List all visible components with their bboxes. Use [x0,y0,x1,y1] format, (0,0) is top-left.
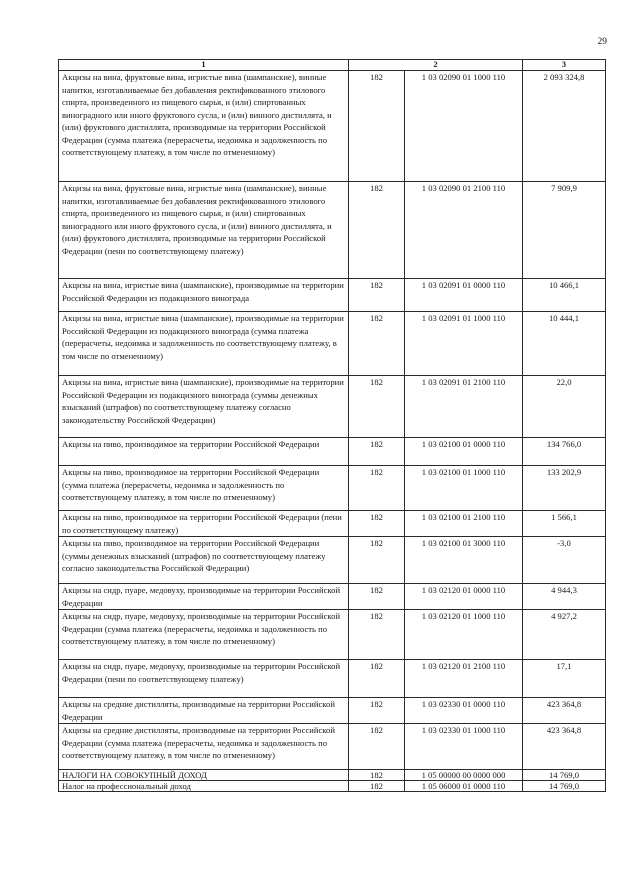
table-row [59,312,606,376]
row-admin-code-cell: 182 [349,312,405,376]
row-admin-code-cell: 182 [349,610,405,660]
row-admin-code-cell: 182 [349,182,405,279]
row-admin-code-cell: 182 [349,466,405,511]
row-sum-cell: 2 093 324,8 [523,71,606,182]
row-sum-cell: 134 766,0 [523,438,606,466]
row-budget-code-cell: 1 03 02100 01 1000 110 [405,466,523,511]
row-sum-cell: -3,0 [523,537,606,584]
table-row [59,610,606,660]
row-budget-code-cell: 1 03 02330 01 1000 110 [405,724,523,770]
row-name-cell: Акцизы на пиво, производимое на территории Российской Федерации (пени по соответствующему платежу) [59,511,349,537]
row-name-cell: Акцизы на пиво, производимое на территории Российской Федерации (суммы денежных взысканий (штрафов) по соответствующему платежу согласно законодательства Российской Федерации) [59,537,349,584]
header-col-1: 1 [59,60,349,71]
table-row [59,781,606,792]
row-budget-code-cell: 1 03 02120 01 0000 110 [405,584,523,610]
row-sum-cell: 22,0 [523,376,606,438]
row-admin-code-cell: 182 [349,660,405,698]
row-budget-code-cell: 1 03 02100 01 2100 110 [405,511,523,537]
table-row [59,279,606,312]
row-budget-code-cell: 1 03 02091 01 1000 110 [405,312,523,376]
row-sum-cell: 423 364,8 [523,698,606,724]
row-admin-code-cell: 182 [349,71,405,182]
header-col-2: 2 [349,60,523,71]
row-sum-cell: 7 909,9 [523,182,606,279]
row-budget-code-cell: 1 03 02090 01 2100 110 [405,182,523,279]
row-admin-code-cell: 182 [349,781,405,792]
row-budget-code-cell: 1 03 02330 01 0000 110 [405,698,523,724]
row-name-cell: Акцизы на вина, игристые вина (шампанские), производимые на территории Российской Федерации из подакцизного винограда (сумма платежа (перерасчеты, недоимка и задолженность по соответствующему платежу, в том числе по отмененному) [59,312,349,376]
row-name-cell: Акцизы на вина, игристые вина (шампанские), производимые на территории Российской Федерации из подакцизного винограда [59,279,349,312]
table-row [59,660,606,698]
row-sum-cell: 4 927,2 [523,610,606,660]
revenue-table [58,59,606,792]
row-admin-code-cell: 182 [349,376,405,438]
row-budget-code-cell: 1 03 02090 01 1000 110 [405,71,523,182]
row-budget-code-cell: 1 05 00000 00 0000 000 [405,770,523,781]
header-col-3: 3 [523,60,606,71]
table-row [59,376,606,438]
row-sum-cell: 4 944,3 [523,584,606,610]
row-budget-code-cell: 1 03 02091 01 2100 110 [405,376,523,438]
row-budget-code-cell: 1 03 02100 01 3000 110 [405,537,523,584]
row-sum-cell: 14 769,0 [523,770,606,781]
row-name-cell: Акцизы на сидр, пуаре, медовуху, производимые на территории Российской Федерации [59,584,349,610]
row-admin-code-cell: 182 [349,584,405,610]
table-row [59,698,606,724]
table-row [59,770,606,781]
row-name-cell: Акцизы на вина, игристые вина (шампанские), производимые на территории Российской Федерации из подакцизного винограда (суммы денежных взысканий (штрафов) по соответствующему платежу согласно законодательству Российской Федерации) [59,376,349,438]
table-row [59,438,606,466]
row-budget-code-cell: 1 03 02091 01 0000 110 [405,279,523,312]
row-name-cell: Акцизы на вина, фруктовые вина, игристые вина (шампанские), винные напитки, изготавливаемые без добавления ректификованного этилового спирта, произведенного из пищевого сырья, и (или) спиртованных виноградного или иного фруктового сусла, и (или) винного дистиллята, и (или) фруктового дистиллята, производимые на территории Российской Федерации (пени по соответствующему платежу) [59,182,349,279]
row-sum-cell: 10 444,1 [523,312,606,376]
table-body [59,71,606,792]
row-budget-code-cell: 1 03 02100 01 0000 110 [405,438,523,466]
page-number: 29 [597,37,607,47]
row-name-cell: Налог на профессиональный доход [59,781,349,792]
row-admin-code-cell: 182 [349,279,405,312]
table-row [59,182,606,279]
table-row [59,511,606,537]
row-sum-cell: 1 566,1 [523,511,606,537]
row-name-cell: Акцизы на сидр, пуаре, медовуху, производимые на территории Российской Федерации (пени по соответствующему платежу) [59,660,349,698]
row-sum-cell: 14 769,0 [523,781,606,792]
row-name-cell: НАЛОГИ НА СОВОКУПНЫЙ ДОХОД [59,770,349,781]
row-admin-code-cell: 182 [349,770,405,781]
row-admin-code-cell: 182 [349,537,405,584]
row-name-cell: Акцизы на средние дистилляты, производимые на территории Российской Федерации [59,698,349,724]
row-admin-code-cell: 182 [349,511,405,537]
table-row [59,724,606,770]
row-budget-code-cell: 1 03 02120 01 2100 110 [405,660,523,698]
table-header [59,60,606,71]
table-row [59,466,606,511]
row-name-cell: Акцизы на сидр, пуаре, медовуху, производимые на территории Российской Федерации (сумма платежа (перерасчеты, недоимка и задолженность по соответствующему платежу, в том числе по отмененному) [59,610,349,660]
row-budget-code-cell: 1 05 06000 01 0000 110 [405,781,523,792]
row-name-cell: Акцизы на вина, фруктовые вина, игристые вина (шампанские), винные напитки, изготавливаемые без добавления ректификованного этилового спирта, произведенного из пищевого сырья, и (или) спиртованных виноградного или иного фруктового сусла, и (или) винного дистиллята, и (или) фруктового дистиллята, производимые на территории Российской Федерации (сумма платежа (перерасчеты, недоимка и задолженность по соответствующему платежу, в том числе по отмененному) [59,71,349,182]
row-sum-cell: 17,1 [523,660,606,698]
row-name-cell: Акцизы на пиво, производимое на территории Российской Федерации (сумма платежа (перерасчеты, недоимка и задолженность по соответствующему платежу, в том числе по отмененному) [59,466,349,511]
table-row [59,584,606,610]
table-row [59,71,606,182]
row-budget-code-cell: 1 03 02120 01 1000 110 [405,610,523,660]
row-admin-code-cell: 182 [349,724,405,770]
table-row [59,537,606,584]
row-name-cell: Акцизы на средние дистилляты, производимые на территории Российской Федерации (сумма платежа (перерасчеты, недоимка и задолженность по соответствующему платежу, в том числе по отмененному) [59,724,349,770]
row-sum-cell: 133 202,9 [523,466,606,511]
row-admin-code-cell: 182 [349,438,405,466]
row-admin-code-cell: 182 [349,698,405,724]
row-sum-cell: 423 364,8 [523,724,606,770]
row-name-cell: Акцизы на пиво, производимое на территории Российской Федерации [59,438,349,466]
row-sum-cell: 10 466,1 [523,279,606,312]
